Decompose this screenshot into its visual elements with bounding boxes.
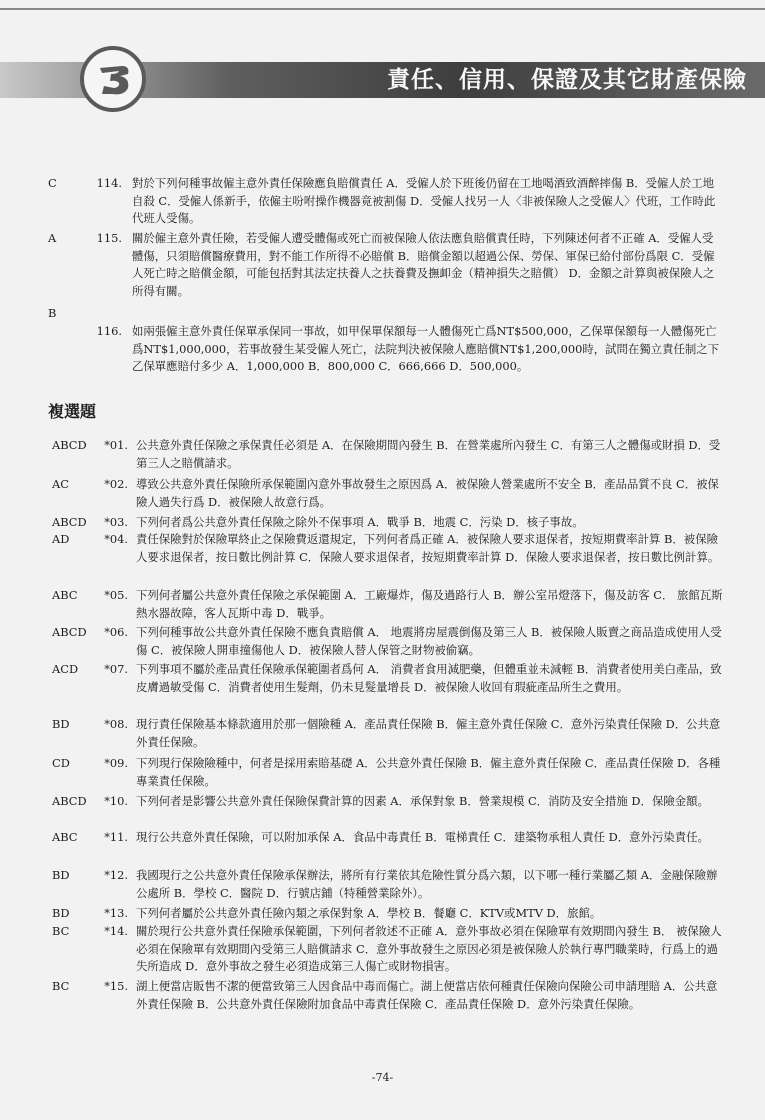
question-number: *08. xyxy=(104,717,128,731)
question-text: 關於僱主意外責任險，若受僱人遭受體傷或死亡而被保險人依法應負賠償責任時，下列陳述何者不正確 A．受僱人受體傷，只須賠償醫療費用，對不能工作所得不必賠償 B．賠償金額以超過公保、勞保、軍保已給付部份爲限 C．受僱人死亡時之賠償金額，可能包括對其法定扶養人之扶養費及撫卹金（精神損失之賠償） D．金額之計算與被保險人之所得有關。 xyxy=(132,231,715,298)
question-text: 下列何種事故公共意外責任保險不應負責賠償 A． 地震將房屋震倒傷及第三人 B．被保險人販賣之商品造成使用人受傷 C．被保險人開車撞傷他人 D．被保險人替人保管之財物被偷竊。 xyxy=(136,625,722,657)
question-text: 責任保險對於保險單終止之保險費返還規定，下列何者爲正確 A．被保險人要求退保者，按短期費率計算 B．被保險人要求退保者，按日數比例計算 C．保險人要求退保者，按短期費率計算 D．保險人要求退保者，按日數比例計算。 xyxy=(136,532,720,564)
answer: BD xyxy=(52,906,70,920)
answer: BC xyxy=(52,924,70,938)
answer: ABCD xyxy=(52,625,87,639)
question-text: 現行公共意外責任保險，可以附加承保 A．食品中毒責任 B．電梯責任 C．建築物承租人責任 D．意外污染責任。 xyxy=(136,830,709,844)
question-text: 下列何者爲公共意外責任保險之除外不保事項 A．戰爭 B．地震 C．污染 D．核子事故。 xyxy=(136,515,584,529)
question-number: *05. xyxy=(104,588,128,602)
question-number: *06. xyxy=(104,625,128,639)
question-number: *11. xyxy=(104,830,128,844)
answer: A xyxy=(48,231,57,245)
answer: ACD xyxy=(52,662,79,676)
question-text: 公共意外責任保險之承保責任必須是 A．在保險期間內發生 B．在營業處所內發生 C．有第三人之體傷或財損 D．受第三人之賠償請求。 xyxy=(136,438,721,470)
answer: BC xyxy=(52,979,70,993)
answer: ABC xyxy=(52,588,78,602)
page-number: -74- xyxy=(371,1071,394,1084)
answer: AD xyxy=(52,532,70,546)
answer: ABCD xyxy=(52,438,87,452)
question-text: 導致公共意外責任保險所承保範圍內意外事故發生之原因爲 A．被保險人營業處所不安全 B．產品品質不良 C．被保險人過失行爲 D．被保險人故意行爲。 xyxy=(136,477,719,509)
answer: BD xyxy=(52,717,70,731)
question-number: *13. xyxy=(104,906,128,920)
answer: AC xyxy=(52,477,69,491)
question-text: 下列何者屬公共意外責任保險之承保範圍 A．工廠爆炸，傷及過路行人 B．辦公室吊燈落下，傷及訪客 C． 旅館瓦斯熱水器故障，客人瓦斯中毒 D．戰爭。 xyxy=(136,588,723,620)
question-text: 下列何者是影響公共意外責任保險保費計算的因素 A．承保對象 B．營業規模 C．消防及安全措施 D．保險金額。 xyxy=(136,794,709,808)
question-text: 下列何者屬於公共意外責任險內類之承保對象 A．學校 B．餐廳 C．KTV或MTV D．旅館。 xyxy=(136,906,602,920)
section-title: 複選題 xyxy=(48,402,97,421)
answer: CD xyxy=(52,756,70,770)
question-number: *07. xyxy=(104,662,128,676)
question-number: 115. xyxy=(96,231,122,245)
question-number: *04. xyxy=(104,532,128,546)
question-number: *03. xyxy=(104,515,128,529)
question-text: 對於下列何種事故僱主意外責任保險應負賠償責任 A．受僱人於下班後仍留在工地喝酒致酒醉摔傷 B．受僱人於工地自殺 C．受僱人係新手，依僱主吩咐操作機器竟被割傷 D．受僱人找另一人〈非被保險人之受僱人〉代班，工作時此代班人受傷。 xyxy=(132,176,716,225)
question-number: *09. xyxy=(104,756,128,770)
question-text: 我國現行之公共意外責任保險承保辦法，將所有行業依其危險性質分爲六類，以下哪一種行業屬乙類 A．金融保險辦公處所 B．學校 C．醫院 D．行號店鋪（特種營業除外）。 xyxy=(136,868,718,900)
question-number: *14. xyxy=(104,924,128,938)
chapter-title: 責任、信用、保證及其它財產保險 xyxy=(387,67,747,93)
chapter-logo xyxy=(80,46,146,112)
top-rule xyxy=(0,8,765,10)
question-text: 下列現行保險險種中，何者是採用索賠基礎 A．公共意外責任保險 B．僱主意外責任保險 C．產品責任保險 D．各種專業責任保險。 xyxy=(136,756,721,788)
question-number: 116. xyxy=(96,324,122,338)
answer: BD xyxy=(52,868,70,882)
answer: C xyxy=(48,176,57,190)
answer: ABCD xyxy=(52,794,87,808)
question-number: *01. xyxy=(104,438,128,452)
question-number: 114. xyxy=(96,176,122,190)
question-number: *15. xyxy=(104,979,128,993)
answer: B xyxy=(48,306,57,320)
question-text: 現行責任保險基本條款適用於那一個險種 A．產品責任保險 B．僱主意外責任保險 C．意外污染責任保險 D．公共意外責任保險。 xyxy=(136,717,721,749)
chapter-logo-icon xyxy=(92,58,134,100)
question-text: 關於現行公共意外責任保險承保範圍，下列何者敘述不正確 A．意外事故必須在保險單有效期間內發生 B． 被保險人必須在保險單有效期間內受第三人賠償請求 C．意外事故發生之原因必須是被保險人於執行專門職業時，行爲上的過失所造成 D．意外事故之發生必須造成第三人傷亡或財物損害。 xyxy=(136,924,722,973)
answer: ABC xyxy=(52,830,78,844)
question-number: *10. xyxy=(104,794,128,808)
answer: ABCD xyxy=(52,515,87,529)
question-text: 下列事項不屬於產品責任保險承保範圍者爲何 A． 消費者食用減肥藥，但體重並未減輕 B．消費者使用美白產品，致皮膚過敏受傷 C．消費者使用生髮劑，仍未見髮量增長 D．被保險人收回有瑕疵產品所生之費用。 xyxy=(136,662,722,694)
question-text: 如兩張僱主意外責任保單承保同一事故，如甲保單保額每一人體傷死亡爲NT$500,000，乙保單保額每一人體傷死亡爲NT$1,000,000，若事故發生某受僱人死亡，法院判決被保險人應賠償NT$1,200,000時，試問在獨立責任制之下乙保單應賠付多少 A．1,000,000 B．800,000 C．666,666 D．500,000。 xyxy=(132,324,720,373)
question-number: *12. xyxy=(104,868,128,882)
question-number: *02. xyxy=(104,477,128,491)
question-text: 湖上便當店販售不潔的便當致第三人因食品中毒而傷亡。湖上便當店依何種責任保險向保險公司申請理賠 A．公共意外責任保險 B．公共意外責任保險附加食品中毒責任保險 C．產品責任保險 D．意外污染責任保險。 xyxy=(136,979,718,1011)
